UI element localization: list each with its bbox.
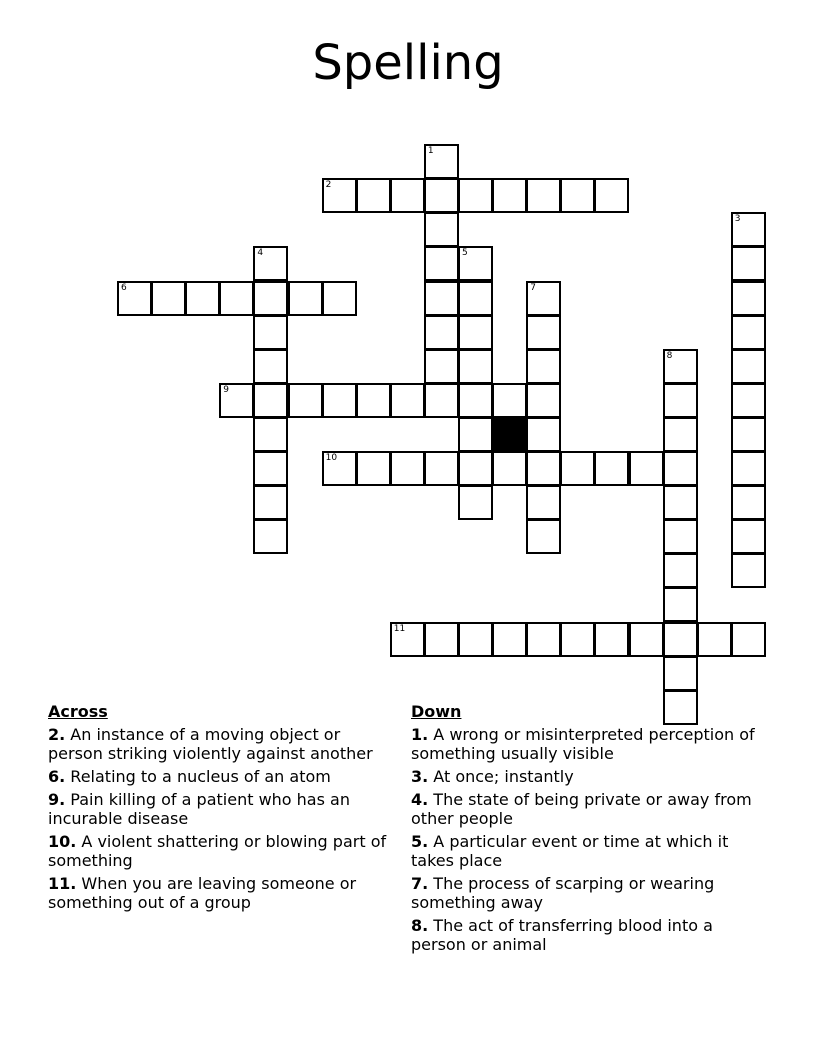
grid-cell[interactable]	[526, 417, 561, 452]
grid-cell[interactable]	[731, 451, 766, 486]
grid-cell[interactable]	[424, 622, 459, 657]
clue-text: Relating to a nucleus of an atom	[65, 767, 331, 786]
grid-cell[interactable]	[424, 451, 459, 486]
grid-cell[interactable]	[560, 178, 595, 213]
grid-cell[interactable]	[458, 349, 493, 384]
grid-cell[interactable]	[663, 417, 698, 452]
grid-cell[interactable]	[629, 622, 664, 657]
grid-cell[interactable]	[458, 622, 493, 657]
clue-number-label: 10.	[48, 832, 77, 851]
across-clue	[48, 832, 398, 870]
grid-cell[interactable]	[663, 656, 698, 691]
grid-cell[interactable]	[731, 349, 766, 384]
grid-cell[interactable]	[697, 622, 732, 657]
grid-cell[interactable]	[253, 383, 288, 418]
clue-text: An instance of a moving object or person striking violently against another	[48, 725, 373, 763]
grid-cell[interactable]	[731, 485, 766, 520]
down-clue	[411, 832, 761, 870]
down-clue	[411, 790, 761, 828]
grid-cell[interactable]	[492, 383, 527, 418]
grid-cell[interactable]	[731, 417, 766, 452]
down-clue	[411, 725, 761, 763]
across-clue	[48, 790, 398, 828]
grid-cell[interactable]	[731, 383, 766, 418]
across-heading: Across	[48, 702, 108, 721]
down-clue	[411, 767, 761, 786]
clue-number: 6	[121, 282, 127, 293]
grid-cell[interactable]	[458, 485, 493, 520]
grid-cell[interactable]	[424, 178, 459, 213]
grid-cell[interactable]	[288, 383, 323, 418]
clue-number: 5	[462, 248, 468, 259]
grid-cell[interactable]	[526, 519, 561, 554]
grid-cell[interactable]	[253, 417, 288, 452]
grid-cell[interactable]	[731, 246, 766, 281]
grid-cell[interactable]	[253, 281, 288, 316]
grid-cell[interactable]	[458, 417, 493, 452]
grid-cell[interactable]	[560, 451, 595, 486]
grid-cell[interactable]	[560, 622, 595, 657]
grid-cell[interactable]	[356, 178, 391, 213]
down-heading: Down	[411, 702, 462, 721]
grid-cell[interactable]	[253, 315, 288, 350]
down-clues	[411, 702, 761, 958]
across-clue	[48, 725, 398, 763]
clue-text: At once; instantly	[428, 767, 574, 786]
grid-cell[interactable]	[253, 246, 288, 281]
grid-cell[interactable]	[424, 281, 459, 316]
clue-text: A wrong or misinterpreted perception of something usually visible	[411, 725, 755, 763]
grid-cell[interactable]	[424, 349, 459, 384]
clue-number: 9	[223, 384, 230, 395]
grid-cell[interactable]	[356, 383, 391, 418]
grid-cell[interactable]	[458, 281, 493, 316]
across-clue-list	[48, 725, 398, 912]
grid-cell[interactable]	[458, 315, 493, 350]
grid-cell[interactable]	[526, 349, 561, 384]
clue-number-label: 5.	[411, 832, 429, 851]
clue-text: The act of transferring blood into a person or animal	[411, 916, 713, 954]
clue-number: 10	[325, 453, 338, 463]
grid-cell[interactable]	[390, 622, 425, 657]
clue-number-label: 2.	[48, 725, 66, 744]
grid-cell[interactable]	[594, 622, 629, 657]
clue-number-label: 6.	[48, 767, 66, 786]
black-square	[492, 417, 527, 452]
grid-cell[interactable]	[458, 383, 493, 418]
clue-number-label: 3.	[411, 767, 429, 786]
grid-cell[interactable]	[253, 485, 288, 520]
grid-cell[interactable]	[288, 281, 323, 316]
grid-cell[interactable]	[253, 451, 288, 486]
clue-number-label: 7.	[411, 874, 429, 893]
down-clue	[411, 916, 761, 954]
grid-cell[interactable]	[663, 383, 698, 418]
grid-cell[interactable]	[663, 451, 698, 486]
grid-cell[interactable]	[151, 281, 186, 316]
grid-cell[interactable]	[458, 451, 493, 486]
grid-cell[interactable]	[663, 622, 698, 657]
grid-cell[interactable]	[424, 246, 459, 281]
across-clues	[48, 702, 398, 916]
clue-number: 2	[325, 180, 332, 191]
grid-cell[interactable]	[253, 519, 288, 554]
grid-cell[interactable]	[526, 383, 561, 418]
clue-text: The state of being private or away from other people	[411, 790, 752, 828]
grid-cell[interactable]	[424, 212, 459, 247]
grid-cell[interactable]	[731, 315, 766, 350]
grid-cell[interactable]	[663, 587, 698, 622]
grid-cell[interactable]	[185, 281, 220, 316]
clue-number-label: 1.	[411, 725, 429, 744]
grid-cell[interactable]	[390, 451, 425, 486]
grid-cell[interactable]	[629, 451, 664, 486]
page-title: Spelling	[312, 35, 504, 91]
clue-number: 8	[666, 350, 673, 361]
grid-cell[interactable]	[731, 519, 766, 554]
grid-cell[interactable]	[424, 315, 459, 350]
grid-cell[interactable]	[594, 178, 629, 213]
clue-number-label: 8.	[411, 916, 429, 935]
clue-text: Pain killing of a patient who has an incurable disease	[48, 790, 350, 828]
across-clue	[48, 767, 398, 786]
clue-number: 1	[427, 146, 434, 157]
grid-cell[interactable]	[526, 281, 561, 316]
across-clue	[48, 874, 398, 912]
grid-cell[interactable]	[731, 553, 766, 588]
clue-text: When you are leaving someone or something out of a group	[48, 874, 357, 912]
clue-number: 11	[393, 623, 406, 634]
grid-cell[interactable]	[594, 451, 629, 486]
grid-cell[interactable]	[526, 485, 561, 520]
grid-cell[interactable]	[731, 212, 766, 247]
grid-cell[interactable]	[731, 281, 766, 316]
grid-cell[interactable]	[526, 622, 561, 657]
grid-cell[interactable]	[219, 281, 254, 316]
grid-cell[interactable]	[117, 281, 152, 316]
clue-text: A violent shattering or blowing part of something	[48, 832, 387, 870]
grid-cell[interactable]	[492, 622, 527, 657]
grid-cell[interactable]	[322, 178, 357, 213]
grid-cell[interactable]	[458, 178, 493, 213]
grid-cell[interactable]	[492, 451, 527, 486]
grid-cell[interactable]	[663, 553, 698, 588]
clue-text: The process of scarping or wearing something away	[411, 874, 715, 912]
grid-cell[interactable]	[253, 349, 288, 384]
grid-cell[interactable]	[458, 246, 493, 281]
grid-cell[interactable]	[731, 622, 766, 657]
grid-cell[interactable]	[424, 383, 459, 418]
grid-cell[interactable]	[526, 178, 561, 213]
clue-number: 7	[530, 282, 536, 293]
grid-cell[interactable]	[219, 383, 254, 418]
grid-cell[interactable]	[356, 451, 391, 486]
grid-cell[interactable]	[322, 383, 357, 418]
grid-cell[interactable]	[663, 485, 698, 520]
grid-cell[interactable]	[663, 519, 698, 554]
grid-cell[interactable]	[526, 315, 561, 350]
grid-cell[interactable]	[390, 178, 425, 213]
grid-cell[interactable]	[492, 178, 527, 213]
grid-cell[interactable]	[322, 451, 357, 486]
grid-cell[interactable]	[322, 281, 357, 316]
clue-number-label: 11.	[48, 874, 77, 893]
grid-cell[interactable]	[663, 349, 698, 384]
down-clue-list	[411, 725, 761, 954]
clue-number-label: 4.	[411, 790, 429, 809]
grid-cell[interactable]	[390, 383, 425, 418]
down-clue	[411, 874, 761, 912]
clue-text: A particular event or time at which it takes place	[411, 832, 729, 870]
grid-cell[interactable]	[526, 451, 561, 486]
clue-number-label: 9.	[48, 790, 66, 809]
clue-number: 3	[734, 214, 741, 225]
grid-cell[interactable]	[424, 144, 459, 179]
clue-number: 4	[257, 248, 264, 259]
